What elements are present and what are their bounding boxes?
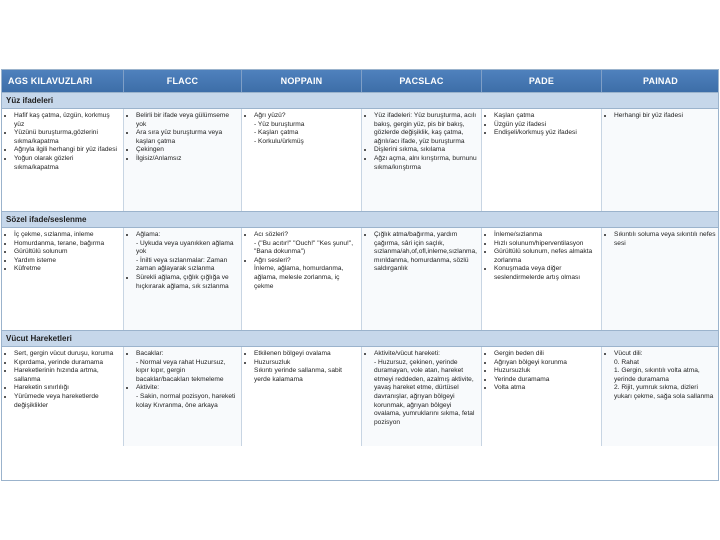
- table-header-row: [2, 70, 718, 92]
- cell-pade: [482, 347, 602, 446]
- pain-assessment-table: [1, 69, 719, 481]
- list-item: • Ağzı açma, alnı kırıştırma, burnunu sıkma/kırıştırma: [374, 155, 478, 172]
- list-item: • Hafif kaş çatma, üzgün, korkmuş yüz: [14, 112, 120, 129]
- list-item: • Yürümede veya hareketlerde değişiklikler: [14, 393, 120, 410]
- bullet-list: [245, 112, 358, 146]
- cell-painad: [602, 228, 718, 330]
- cell-pade: [482, 109, 602, 211]
- cell-ags: [2, 228, 124, 330]
- cell-ags: [2, 347, 124, 446]
- bullet-list: [5, 231, 120, 274]
- bullet-list: [365, 231, 478, 274]
- list-item: • Çığlık atma/bağırma, yardım çağırma, sâri için saçlık, sızlanma/ah,of,ofl,inleme,sızlanma, mırıldanma, homurdanma, sözlü saldırganlık: [374, 231, 478, 274]
- list-item: • İnleme/sızlanma: [494, 231, 598, 240]
- list-item: • Gürültülü solunum, nefes almakta zorlanma: [494, 248, 598, 265]
- cell-flacc: [124, 109, 242, 211]
- section-title: Yüz ifadeleri: [2, 92, 718, 109]
- bullet-list: [605, 112, 716, 121]
- list-item: • Yoğun olarak gözleri sıkma/kapatma: [14, 155, 120, 172]
- cell-pade: [482, 228, 602, 330]
- cell-noppain: [242, 347, 362, 446]
- cell-flacc: [124, 347, 242, 446]
- header-pade: PADE: [482, 70, 602, 92]
- list-item: • Hızlı solunum/hiperventilasyon: [494, 240, 598, 249]
- list-item: • Huzursuzluk: [494, 367, 598, 376]
- bullet-list: [485, 350, 598, 393]
- cell-noppain: [242, 109, 362, 211]
- list-item: • Ara sıra yüz buruşturma veya kaşları çatma: [136, 129, 238, 146]
- list-item: • Volta atma: [494, 384, 598, 393]
- list-item: • Aktivite: - Sakin, normal pozisyon, hareketi kolay Kıvranma, öne arkaya: [136, 384, 238, 410]
- list-item: • Acı sözleri? - ("Bu acıtır!" "Ouch!" "Kes şunu!", "Bana dokunma"): [254, 231, 358, 257]
- bullet-list: [605, 350, 716, 402]
- table-row: [2, 109, 718, 211]
- list-item: • Yüzünü buruşturma,gözlerini sıkma/kapatma: [14, 129, 120, 146]
- list-item: • Küfretme: [14, 265, 120, 274]
- list-item: • Çekingen: [136, 146, 238, 155]
- list-item: • İç çekme, sızlanma, inleme: [14, 231, 120, 240]
- section-title: Sözel ifade/seslenme: [2, 211, 718, 228]
- bullet-list: [127, 112, 238, 164]
- bullet-list: [245, 231, 358, 291]
- bullet-list: [485, 112, 598, 138]
- cell-noppain: [242, 228, 362, 330]
- list-item: • Üzgün yüz ifadesi: [494, 121, 598, 130]
- list-item: • Belirli bir ifade veya gülümseme yok: [136, 112, 238, 129]
- list-item: • Bacaklar: - Normal veya rahat Huzursuz, kıpır kıpır, gergin bacaklar/bacakları tekmeleme: [136, 350, 238, 384]
- list-item: • Herhangi bir yüz ifadesi: [614, 112, 716, 121]
- bullet-list: [5, 350, 120, 410]
- cell-pacslac: [362, 228, 482, 330]
- list-item: • Kaşları çatma: [494, 112, 598, 121]
- list-item: • Hareketlerinin hızında artma, sallanma: [14, 367, 120, 384]
- list-item: • Dişlerini sıkma, sıkılama: [374, 146, 478, 155]
- header-flacc: FLACC: [124, 70, 242, 92]
- bullet-list: [5, 112, 120, 172]
- list-item: • Yüz ifadeleri: Yüz buruşturma, acılı bakış, gergin yüz, pis bir bakış, gözlerde değişiklik, kaş çatma, ağrılı/acı ifade, yüz buruşturma: [374, 112, 478, 146]
- list-item: • Ağrı yüzü? - Yüz buruşturma - Kaşları çatma - Korkulu/ürkmüş: [254, 112, 358, 146]
- list-item: • Gürültülü solunum: [14, 248, 120, 257]
- cell-flacc: [124, 228, 242, 330]
- cell-painad: [602, 109, 718, 211]
- list-item: • Yardım isteme: [14, 257, 120, 266]
- section-title: Vücut Hareketleri: [2, 330, 718, 347]
- bullet-list: [365, 112, 478, 172]
- list-item: • Gergin beden dili: [494, 350, 598, 359]
- list-item: • Kıpırdama, yerinde duramama: [14, 359, 120, 368]
- cell-pacslac: [362, 347, 482, 446]
- cell-painad: [602, 347, 718, 446]
- list-item: • Hareketin sınırlılığı: [14, 384, 120, 393]
- list-item: • Ağrı sesleri? İnleme, ağlama, homurdanma, ağlama, melesle zorlanma, iç çekme: [254, 257, 358, 291]
- list-item: • Konuşmada veya diğer seslendirmelerde artış olması: [494, 265, 598, 282]
- bullet-list: [485, 231, 598, 283]
- list-item: • Aktivite/vücut hareketi: - Huzursuz, çekinen, yerinde duramayan, vole atan, hareket etmeyi reddeden, azalmış aktivite, yavaş hareket etme, dürtüsel davranışlar, ağrıyan bölgeyi korunmak, ağrıyan bölgeyi ovalama, yumruklarını sıkma, fetal pozisyon: [374, 350, 478, 427]
- list-item: • Vücut dili: 0. Rahat 1. Gergin, sıkıntılı volta atma, yerinde duramama 2. Rijit, yumruk sıkma, dizleri yukarı çekme, sağa sola sallanma: [614, 350, 716, 402]
- bullet-list: [365, 350, 478, 427]
- header-pacslac: PACSLAC: [362, 70, 482, 92]
- cell-pacslac: [362, 109, 482, 211]
- cell-ags: [2, 109, 124, 211]
- bullet-list: [245, 350, 358, 384]
- list-item: • Huzursuzluk Sıkıntı yerinde sallanma, sabit yerde kalamama: [254, 359, 358, 385]
- list-item: • Sıkıntılı soluma veya sıkıntılı nefes sesi: [614, 231, 716, 248]
- list-item: • Yerinde duramama: [494, 376, 598, 385]
- bullet-list: [605, 231, 716, 248]
- bullet-list: [127, 350, 238, 410]
- list-item: • Sert, gergin vücut duruşu, koruma: [14, 350, 120, 359]
- table-row: [2, 347, 718, 446]
- list-item: • Homurdanma, terane, bağırma: [14, 240, 120, 249]
- table-row: [2, 228, 718, 330]
- list-item: • Sürekli ağlama, çığlık çığlığa ve hıçkırarak ağlama, sık sızlanma: [136, 274, 238, 291]
- header-painad: PAINAD: [602, 70, 719, 92]
- list-item: • Ağlama: - Uykuda veya uyanıkken ağlama yok - İnilti veya sızlanmalar: Zaman zaman ağlayarak sızlanma: [136, 231, 238, 274]
- list-item: • Ağrıyla ilgili herhangi bir yüz ifadesi: [14, 146, 120, 155]
- list-item: • Etkilenen bölgeyi ovalama: [254, 350, 358, 359]
- header-ags: AGS KILAVUZLARI: [2, 70, 124, 92]
- bullet-list: [127, 231, 238, 291]
- list-item: • İlgisiz/Anlamsız: [136, 155, 238, 164]
- list-item: • Ağrıyan bölgeyi korunma: [494, 359, 598, 368]
- list-item: • Endişeli/korkmuş yüz ifadesi: [494, 129, 598, 138]
- header-noppain: NOPPAIN: [242, 70, 362, 92]
